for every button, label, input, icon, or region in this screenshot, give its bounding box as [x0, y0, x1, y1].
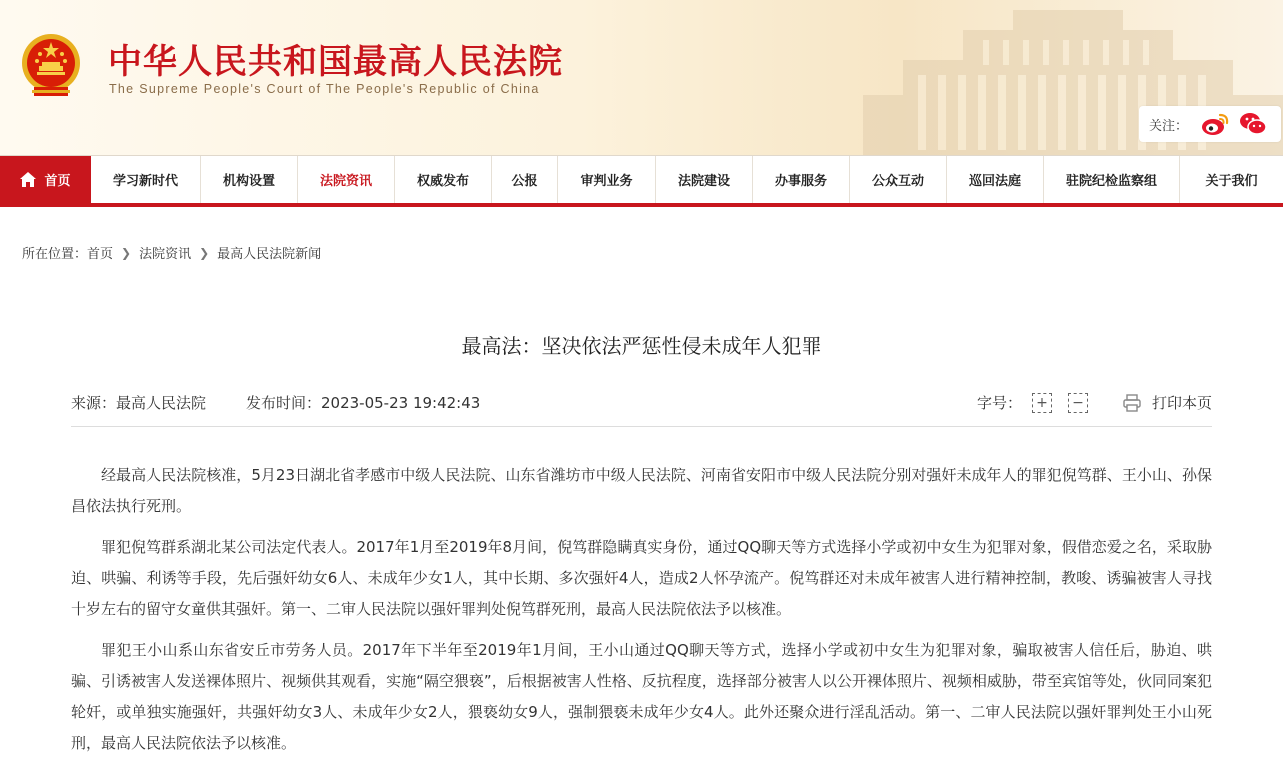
article-body: [71, 460, 1212, 769]
nav-item-home[interactable]: [0, 156, 91, 203]
nav-item-services[interactable]: 办事服务: [753, 156, 850, 203]
nav-item-circuit-court[interactable]: 巡回法庭: [947, 156, 1044, 203]
weibo-icon[interactable]: [1200, 109, 1230, 139]
article-time: 发布时间：2023-05-23 19:42:43: [246, 394, 481, 412]
follow-label: 关注：: [1149, 118, 1189, 134]
font-increase-button[interactable]: +: [1032, 393, 1052, 413]
article-paragraph: 罪犯王小山系山东省安丘市劳务人员。2017年下半年至2019年1月间，王小山通过QQ聊天等方式，选择小学或初中女生为犯罪对象，骗取被害人信任后，胁迫、哄骗、引诱被害人发送裸体照片、视频供其观看，实施“隔空猥亵”，后根据被害人性格、反抗程度，选择部分被害人以公开裸体照片、视频相威胁，带至宾馆等处，伙同同案犯轮奸，或单独实施强奸，共强奸幼女3人、未成年少女2人，猥亵幼女9人，强制猥亵未成年少女4人。此外还聚众进行淫乱活动。第一、二审人民法院以强奸罪判处王小山死刑，最高人民法院依法予以核准。: [71, 641, 1212, 752]
nav-item-court-building[interactable]: 法院建设: [656, 156, 753, 203]
site-title: 中华人民共和国最高人民法院: [108, 42, 563, 82]
article-source: 来源：最高人民法院: [71, 394, 207, 412]
breadcrumb-prefix: 所在位置：: [22, 247, 88, 262]
breadcrumb: [22, 243, 321, 262]
nav-item-study[interactable]: 学习新时代: [91, 156, 201, 203]
chevron-right-icon: ❯: [121, 245, 132, 260]
site-header: [0, 0, 1283, 155]
breadcrumb-spc-news[interactable]: 最高人民法院新闻: [217, 247, 322, 262]
nav-label: 首页: [44, 174, 71, 189]
meta-divider: [71, 426, 1212, 427]
main-nav: [0, 155, 1283, 207]
wechat-icon[interactable]: [1238, 109, 1268, 139]
article-tools: [977, 392, 1212, 413]
nav-item-inspection[interactable]: 驻院纪检监察组: [1044, 156, 1180, 203]
printer-icon: [1122, 393, 1142, 413]
nav-item-organization[interactable]: 机构设置: [201, 156, 298, 203]
follow-bar: [1139, 106, 1281, 142]
breadcrumb-court-news[interactable]: 法院资讯: [139, 247, 192, 262]
print-label: 打印本页: [1151, 394, 1212, 412]
font-size-label: 字号：: [976, 394, 1022, 412]
nav-item-trial[interactable]: 审判业务: [558, 156, 656, 203]
breadcrumb-home[interactable]: 首页: [87, 247, 114, 262]
article-meta: [71, 392, 1212, 414]
print-button[interactable]: [1122, 392, 1212, 413]
home-icon: [20, 172, 36, 187]
nav-item-releases[interactable]: 权威发布: [395, 156, 492, 203]
chevron-right-icon: ❯: [199, 245, 210, 260]
article-title: 最高法：坚决依法严惩性侵未成年人犯罪: [461, 334, 822, 358]
nav-item-interaction[interactable]: 公众互动: [850, 156, 947, 203]
nav-item-court-news[interactable]: 法院资讯: [298, 156, 395, 203]
national-emblem-icon: [20, 32, 82, 98]
font-decrease-button[interactable]: −: [1068, 393, 1088, 413]
nav-item-gazette[interactable]: 公报: [492, 156, 558, 203]
site-subtitle: The Supreme People's Court of The People's Republic of China: [109, 82, 540, 96]
article-paragraph: 罪犯倪笃群系湖北某公司法定代表人。2017年1月至2019年8月间，倪笃群隐瞒真实身份，通过QQ聊天等方式选择小学或初中女生为犯罪对象，假借恋爱之名，采取胁迫、哄骗、利诱等手段，先后强奸幼女6人、未成年少女1人，其中长期、多次强奸4人，造成2人怀孕流产。倪笃群还对未成年被害人进行精神控制，教唆、诱骗被害人寻找十岁左右的留守女童供其强奸。第一、二审人民法院以强奸罪判处倪笃群死刑，最高人民法院依法予以核准。: [71, 538, 1212, 618]
nav-item-about[interactable]: 关于我们: [1205, 174, 1258, 189]
article-paragraph: 经最高人民法院核准，5月23日湖北省孝感市中级人民法院、山东省潍坊市中级人民法院、河南省安阳市中级人民法院分别对强奸未成年人的罪犯倪笃群、王小山、孙保昌依法执行死刑。: [71, 466, 1212, 515]
